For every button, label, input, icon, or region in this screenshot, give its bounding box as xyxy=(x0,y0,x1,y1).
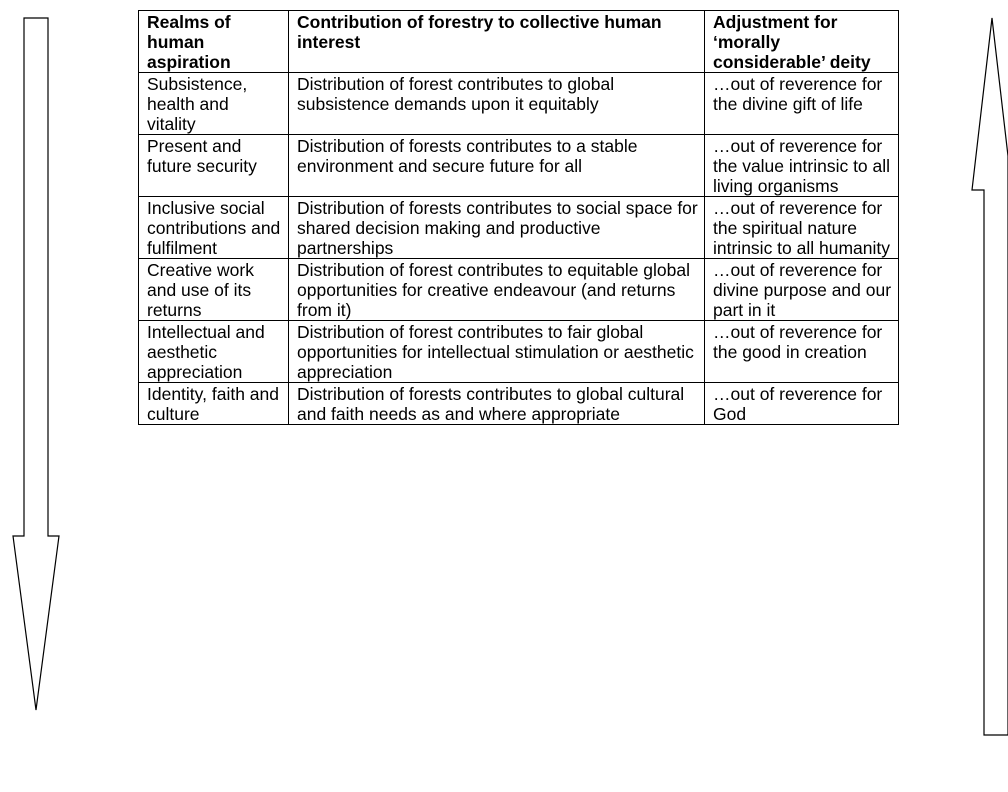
contribution-cell: Distribution of forests contributes to social space for shared decision making and productive partnerships xyxy=(289,197,705,259)
realm-cell: Inclusive social contributions and fulfilment xyxy=(139,197,289,259)
contribution-cell: Distribution of forest contributes to global subsistence demands upon it equitably xyxy=(289,73,705,135)
adjustment-cell: …out of reverence for the divine gift of life xyxy=(705,73,899,135)
table-header-row xyxy=(139,11,899,73)
contribution-cell: Distribution of forests contributes to global cultural and faith needs as and where appropriate xyxy=(289,383,705,425)
header-adjustment: Adjustment for ‘morally considerable’ deity xyxy=(705,11,899,73)
realm-cell: Subsistence, health and vitality xyxy=(139,73,289,135)
contribution-cell: Distribution of forest contributes to fair global opportunities for intellectual stimulation or aesthetic appreciation xyxy=(289,321,705,383)
table-row xyxy=(139,383,899,425)
realm-cell: Present and future security xyxy=(139,135,289,197)
header-contribution: Contribution of forestry to collective human interest xyxy=(289,11,705,73)
table-row xyxy=(139,321,899,383)
realm-cell: Intellectual and aesthetic appreciation xyxy=(139,321,289,383)
header-realms: Realms of human aspiration xyxy=(139,11,289,73)
adjustment-cell: …out of reverence for the value intrinsic to all living organisms xyxy=(705,135,899,197)
realm-cell: Identity, faith and culture xyxy=(139,383,289,425)
adjustment-cell: …out of reverence for the spiritual nature intrinsic to all humanity xyxy=(705,197,899,259)
adjustment-cell: …out of reverence for the good in creation xyxy=(705,321,899,383)
table-row xyxy=(139,135,899,197)
table-row xyxy=(139,73,899,135)
adjustment-cell: …out of reverence for God xyxy=(705,383,899,425)
contribution-cell: Distribution of forest contributes to equitable global opportunities for creative endeavour (and returns from it) xyxy=(289,259,705,321)
table-row xyxy=(139,197,899,259)
aspiration-table xyxy=(138,10,899,425)
adjustment-cell: …out of reverence for divine purpose and our part in it xyxy=(705,259,899,321)
realm-cell: Creative work and use of its returns xyxy=(139,259,289,321)
table-row xyxy=(139,259,899,321)
contribution-cell: Distribution of forests contributes to a stable environment and secure future for all xyxy=(289,135,705,197)
